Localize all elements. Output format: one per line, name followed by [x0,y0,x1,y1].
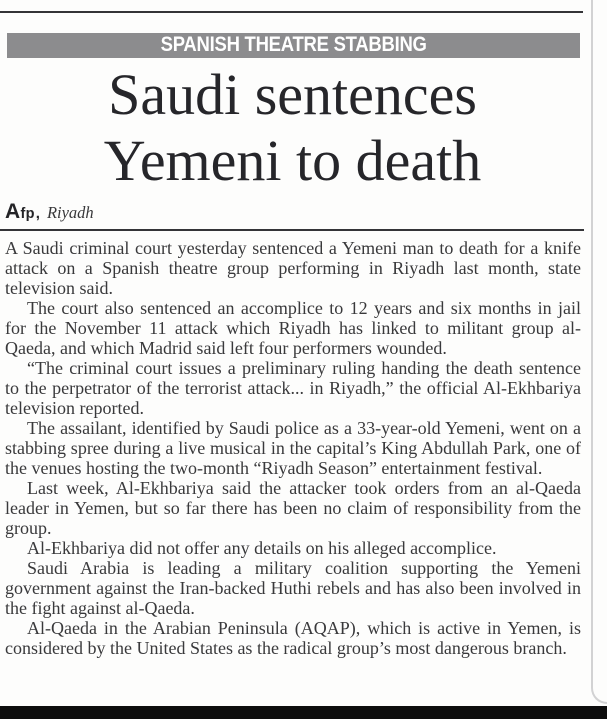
kicker-bar [7,33,580,58]
column-divider [591,0,607,704]
article-paragraph: A Saudi criminal court yesterday sentenced a Yemeni man to death for a knife attack on a Spanish theatre group performing in Riyadh last month, state television said. [5,238,581,298]
article-paragraph: Al-Ekhbariya did not offer any details on his alleged accomplice. [27,538,497,558]
bottom-bar [0,706,607,719]
byline-location: Riyadh [46,203,94,222]
byline-rule [0,229,584,231]
article-paragraph: Last week, Al-Ekhbariya said the attacker took orders from an al-Qaeda leader in Yemen, but so far there has been no claim of responsibility from the group. [5,478,581,538]
article-paragraph: The assailant, identified by Saudi police as a 33-year-old Yemeni, went on a stabbing spree during a live musical in the capital’s King Abdullah Park, one of the venues hosting the two-month “Riyadh Season” entertainment festival. [5,418,581,478]
byline [5,200,580,226]
kicker-label: SPANISH THEATRE STABBING [160,32,427,57]
article-paragraph: Al-Qaeda in the Arabian Peninsula (AQAP), which is active in Yemen, is considered by the United States as the radical group’s most dangerous branch. [5,618,581,658]
headline-line-2: Yemeni to death [103,128,482,193]
byline-agency: Afp [5,200,35,223]
article-paragraph: The court also sentenced an accomplice to 12 years and six months in jail for the November 11 attack which Riyadh has linked to militant group al-Qaeda, and which Madrid said left four performers wounded. [5,298,581,358]
headline [0,62,585,194]
byline-separator: , [35,205,40,222]
article-body [5,238,581,658]
article-paragraph: “The criminal court issues a preliminary ruling handing the death sentence to the perpetrator of the terrorist attack... in Riyadh,” the official Al-Ekhbariya television reported. [5,358,581,418]
headline-line-1: Saudi sentences [108,62,477,127]
top-rule [0,11,583,13]
article-paragraph: Saudi Arabia is leading a military coalition supporting the Yemeni government against the Iran-backed Huthi rebels and has also been involved in the fight against al-Qaeda. [5,558,581,618]
